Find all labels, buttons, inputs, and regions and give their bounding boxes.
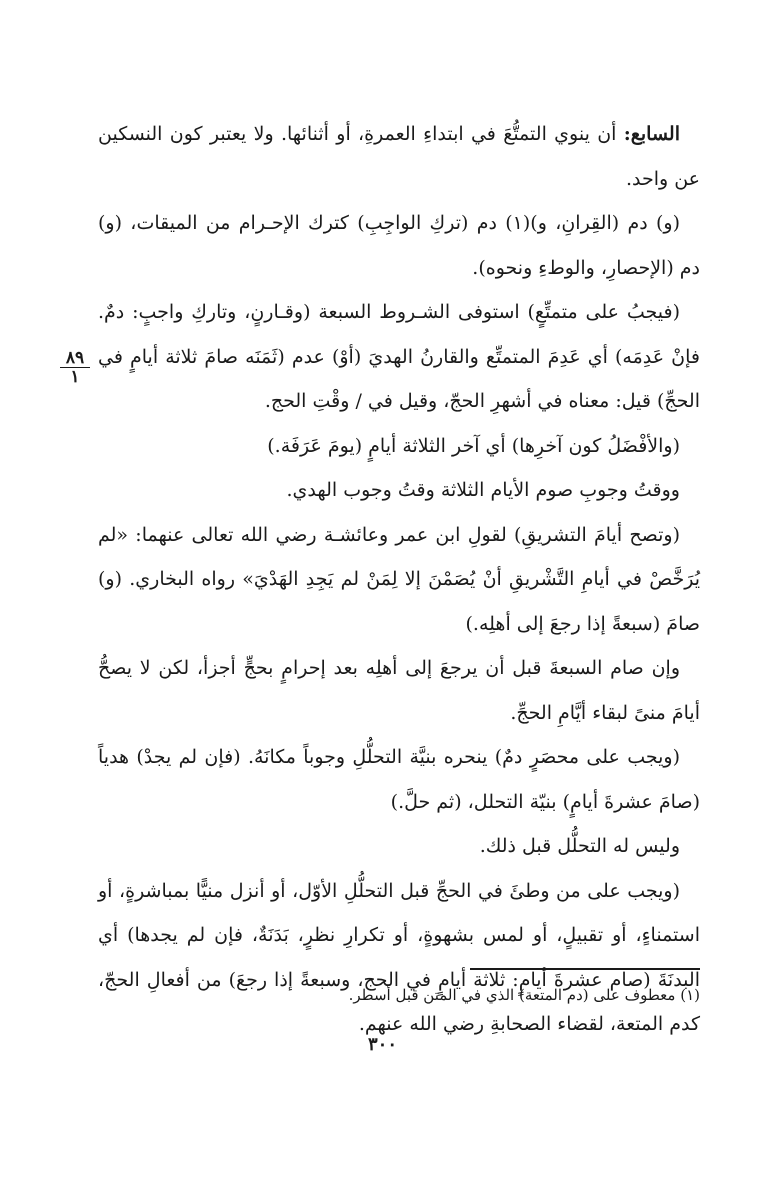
paragraph-10 <box>98 869 700 1047</box>
paragraph-text: ووقتُ وجوبِ صوم الأيام الثلاثة وقتُ وجوب الهدي. <box>286 479 680 501</box>
paragraph-text: (ويجب على محصَرٍ دمٌ) ينحره بنيَّة التحلُّلِ وجوباً مكانَهُ. (فإن لم يجدْ) هدياً (صامَ عشرةَ أيامٍ) بنيّة التحلل، (ثم حلَّ.) <box>98 746 700 813</box>
paragraph-8 <box>98 735 700 824</box>
paragraph-text: (و) دم (القِرانِ، و)(١) دم (تركِ الواجِبِ) كترك الإحـرام من الميقات، (و) دم (الإحصارِ، والوطءِ ونحوه). <box>98 212 700 279</box>
paragraph-lead: السابع: <box>623 123 680 145</box>
paragraph-text: وليس له التحلُّل قبل ذلك. <box>479 835 680 857</box>
paragraph-7 <box>98 646 700 735</box>
paragraph-2 <box>98 201 700 290</box>
paragraph-6 <box>98 513 700 647</box>
paragraph-3 <box>98 290 700 424</box>
paragraph-text: (والأفْضَلُ كون آخرِها) أي آخر الثلاثة أيامٍ (يومَ عَرَفَة.) <box>267 434 680 457</box>
paragraph-5 <box>98 468 700 513</box>
paragraph-text: أن ينوي التمتُّعَ في ابتداءِ العمرةِ، أو أثنائها. ولا يعتبر كون النسكين عن واحد. <box>98 123 700 190</box>
footnote: (١) معطوف على (دم المتعة) الذي في المتن قبل أسطر. <box>348 986 700 1004</box>
margin-page-reference <box>60 350 90 385</box>
paragraph-text: وإن صام السبعةَ قبل أن يرجعَ إلى أهلِه بعد إحرامٍ بحجٍّ أجزأ، لكن لا يصحُّ أيامَ منىً لبقاء أيَّامِ الحجِّ. <box>98 657 700 724</box>
paragraph-1 <box>98 112 700 201</box>
paragraph-4 <box>98 424 700 469</box>
main-text <box>98 112 700 1047</box>
paragraph-9 <box>98 824 700 869</box>
margin-reference-bottom: ١ <box>70 367 80 387</box>
paragraph-text: (وتصح أيامَ التشريقِ) لقولِ ابن عمر وعائشـة رضي الله تعالى عنهما: «لم يُرَخَّصْ في أيامِ التَّشْريقِ أنْ يُصَمْنَ إلا لِمَنْ لم يَجِدِ الهَدْيَ» رواه البخاري. (و) صامَ (سبعةً إذا رجعَ إلى أهلِه.) <box>98 523 700 635</box>
footnote-divider <box>470 968 700 970</box>
paragraph-text: (فيجبُ على متمتِّعٍ) استوفى الشـروط السبعة (وقـارنٍ، وتاركِ واجبٍ: دمٌ. فإنْ عَدِمَه) أي عَدِمَ المتمتِّع والقارنُ الهديَ (أوْ) عدم (ثَمَنَه صامَ ثلاثة أيامٍ في الحجِّ) قيل: معناه في أشهرِ الحجّ، وقيل في / وقْتِ الحج. <box>98 301 700 412</box>
page-number: ٣٠٠ <box>367 1034 397 1055</box>
paragraph-text: (ويجب على من وطئَ في الحجِّ قبل التحلُّلِ الأوّل، أو أنزل منيًّا بمباشرةٍ، أو استمناءٍ، أو تقبيلٍ، أو لمس بشهوةٍ، أو تكرارِ نظرٍ، بَدَنَةٌ، فإن لم يجدها) أي البدنَةَ (صام عشرةَ أيامٍ: ثلاثة أيامٍ في الحج، وسبعةً إذا رجعَ) من أفعالِ الحجّ، كدم المتعة، لقضاء الصحابةِ رضي الله عنهم. <box>98 879 700 1035</box>
margin-reference-top: ٨٩ <box>60 350 90 368</box>
